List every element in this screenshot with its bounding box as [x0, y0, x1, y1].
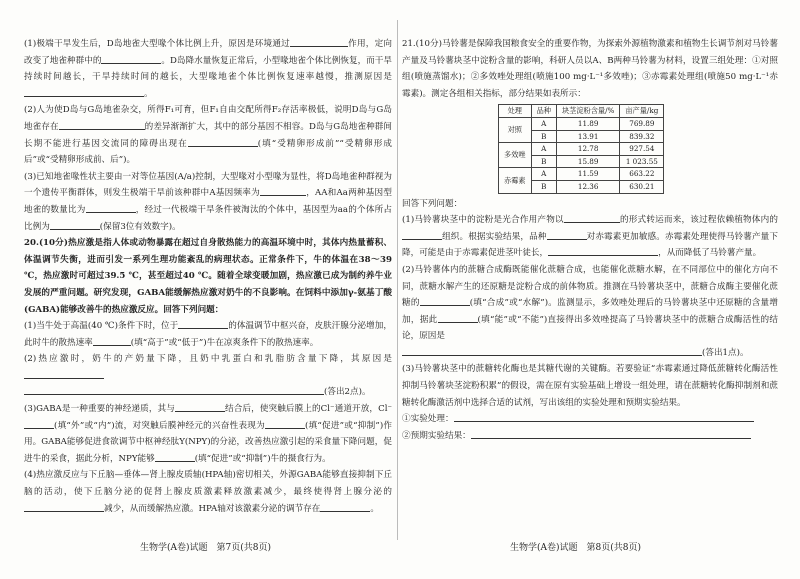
footer-right: 生物学(A卷)试题 第8页(共8页) — [510, 543, 641, 553]
table-header: 处理 — [499, 105, 532, 118]
table-cell: 769.89 — [620, 117, 664, 130]
q21-part3-item2: ②预期实验结果： — [402, 428, 778, 445]
answer-blank[interactable] — [155, 451, 195, 462]
q21-part3: (3)马铃薯块茎中的蔗糖转化酶也是其糖代谢的关键酶。若要验证“赤霉素通过降低蔗糖转化酶活性抑制马铃薯块茎淀粉积累”的假设，需在原有实验基础上增设一组处理，请在蔗糖转化酶抑制剂和蔗糖转化酶激活剂中选择合适的试剂，写出该组的实验处理和预期实验结果。 — [402, 364, 778, 408]
answer-blank[interactable] — [454, 411, 754, 422]
answer-blank[interactable] — [547, 229, 587, 240]
table-row — [499, 168, 664, 181]
answer-blank[interactable] — [320, 501, 370, 512]
left-column — [24, 36, 392, 517]
answer-blank[interactable] — [101, 53, 161, 64]
q21-part2: (2)马铃薯体内的蔗糖合成酶既能催化蔗糖合成，也能催化蔗糖水解，在不同部位中的催化方向不同，蔗糖水解产生的还原糖是淀粉合成的前体物质。推测在马铃薯块茎中，蔗糖合成酶主要催化蔗糖的 (填“合成”或“水解”)。监测显示，多效唑处理后的马铃薯块茎中还原糖的含量增加，据此 (填“能”或“不能”)直接得出多效唑提高了马铃薯块茎中的蔗糖合成酶活性的结论，原因是 — [402, 264, 778, 342]
answer-blank[interactable] — [548, 245, 658, 256]
table-cell: 839.32 — [620, 130, 664, 143]
q19-part2: (2)人为使D岛与G岛地雀杂交，所得F₁可育，但F₁自由交配所得F₂存活率极低，说明D岛与G岛地雀存在 的差异渐渐扩大，其中的部分基因不相容。D岛与G岛地雀种群间长期不能进行基因交流同的障碍出现在 (填“受精卵形成前”“受精卵形成后”或“受精卵形成前、后”)。 — [24, 105, 392, 166]
answer-blank[interactable] — [59, 119, 145, 130]
table-header-row — [499, 105, 664, 118]
table-row — [499, 143, 664, 156]
table-header: 亩产量/kg — [620, 105, 664, 118]
table-header: 品种 — [531, 105, 556, 118]
table-cell: 927.54 — [620, 143, 664, 156]
table-cell: B — [531, 180, 556, 193]
table-cell-group: 赤霉素 — [499, 168, 532, 193]
q21-part1: (1)马铃薯块茎中的淀粉是光合作用产物以 的形式转运而来，该过程依赖植物体内的组织。根据实验结果，品种 对赤霉素更加敏感。赤霉素处理使得马铃薯产量下降，可能是由于赤霉素促进茎叶徒长， ，从而降低了马铃薯产量。 — [402, 212, 778, 262]
answer-blank[interactable] — [438, 312, 478, 323]
answer-blank[interactable] — [86, 202, 136, 213]
footer-left: 生物学(A卷)试题 第7页(共8页) — [140, 543, 271, 553]
table-cell: A — [531, 117, 556, 130]
q21-part3-item1: ①实验处理： — [402, 411, 778, 428]
answer-blank[interactable] — [178, 318, 228, 329]
answer-blank[interactable] — [188, 136, 258, 147]
q20-part2: (2)热应激时，奶牛的产奶量下降，且奶中乳蛋白和乳脂肪含量下降，其原因是 — [24, 351, 392, 384]
q20-part3: (3)GABA是一种重要的神经递质，其与 结合后，使突触后膜上的Cl⁻通道开放，Cl⁻(填“外”或“内”)流，对突触后膜神经元的兴奋性表现为 (填“促进”或“抑制”)作用。GABA能够促进食欲调节中枢神经肽Y(NPY)的分泌，改善热应激引起的采食量下降问题，促进牛的采食，据此分析，NPY能够 (填“促进”或“抑制”)牛的摄食行为。 — [24, 401, 392, 467]
q19-part1: (1)极端干旱发生后，D岛地雀大型喙个体比例上升，原因是环境通过 作用，定向改变了地雀种群中的 。D岛降水量恢复正常后，小型喙地雀个体比例恢复，而干旱持续时间越长，干旱持续时间的越长，大型喙地雀个体比例恢复速率越慢，推测原因是。 — [24, 36, 392, 102]
q19-part3: (3)已知地雀喙性状主要由一对等位基因(A/a)控制，大型喙对小型喙为显性，将D岛地雀种群视为一个遗传平衡群体，则发生极端干旱前该种群中A基因频率为 ，AA和Aa两种基因型地雀的数量比为 ，经过一代极端干旱条件被淘汰的个体中，基因型为aa的个体所占比例为 (保留3位有效数字)。 — [24, 171, 392, 232]
answer-blank[interactable] — [175, 401, 225, 412]
answer-blank[interactable] — [402, 345, 702, 356]
q20-part1: (1)当牛处于高温(40 ℃)条件下时，位于 的体温调节中枢兴奋，皮肤汗腺分泌增加，此时牛的散热速率 (填“高于”或“低于”)牛在凉爽条件下的散热速率。 — [24, 318, 392, 351]
table-cell: 11.89 — [556, 117, 619, 130]
table-cell: A — [531, 168, 556, 181]
answer-blank[interactable] — [265, 418, 305, 429]
q20-part2-note: (答出2点)。 — [24, 384, 392, 401]
table-cell: B — [531, 155, 556, 168]
answer-blank[interactable] — [24, 418, 54, 429]
table-cell-group: 对照 — [499, 117, 532, 142]
table-header: 块茎淀粉含量/% — [556, 105, 619, 118]
answer-blank[interactable] — [93, 335, 131, 346]
q21-part2-note: (答出1点)。 — [402, 345, 778, 362]
q20-part4: (4)热应激反应与下丘脑—垂体—肾上腺皮质轴(HPA轴)密切相关，外源GABA能够直接抑制下丘脑的活动，使下丘脑分泌的促肾上腺皮质激素释放激素减少，最终使得肾上腺分泌的减少，从而缓解热应激。HPA轴对该激素分泌的调节存在 。 — [24, 470, 392, 514]
answer-blank[interactable] — [24, 368, 104, 379]
table-cell-group: 多效唑 — [499, 143, 532, 168]
answer-blank[interactable] — [420, 295, 470, 306]
answer-blank[interactable] — [564, 212, 620, 223]
answer-blank[interactable] — [290, 36, 348, 47]
column-divider — [397, 20, 398, 540]
results-table — [498, 104, 664, 193]
answer-blank[interactable] — [260, 185, 306, 196]
answer-blank[interactable] — [471, 428, 751, 439]
q21-prompt: 回答下列问题： — [402, 198, 463, 209]
q21-stem: 21.(10分)马铃薯是保障我国粮食安全的重要作物，为探索外源植物激素和植物生长调节剂对马铃薯产量及马铃薯块茎中淀粉含量的影响，科研人员以A、B两种马铃薯为材料，设置三组处理：①对照组(喷施蒸馏水)；②多效唑处理组(喷施100 mg·L⁻¹多效唑)；③赤霉素处理组(喷施50 mg·L⁻¹赤霉素)。测定各组相关指标，部分结果如表所示： — [402, 39, 778, 99]
table-cell: 13.91 — [556, 130, 619, 143]
table-cell: 12.36 — [556, 180, 619, 193]
table-cell: B — [531, 130, 556, 143]
table-cell: 1 023.55 — [620, 155, 664, 168]
table-cell: 11.59 — [556, 168, 619, 181]
answer-blank[interactable] — [402, 229, 442, 240]
right-column — [402, 36, 778, 444]
q20-stem: 20.(10分)热应激是指人体或动物暴露在超过自身散热能力的高温环境中时，其体内热量蓄积、体温调节失衡，进而引发一系列生理功能紊乱的病理状态。正常条件下，牛的体温在38～39 ℃，热应激时可超过39.5 ℃，甚至超过40 ℃。随着全球变暖加剧，热应激已成为制约养牛业发展的严重问题。研究发现，GABA能缓解热应激对奶牛的不良影响。在饲料中添加γ-氨基丁酸(GABA)能够改善牛的热应激反应。回答下列问题： — [24, 238, 392, 315]
table-cell: 15.89 — [556, 155, 619, 168]
table-cell: A — [531, 143, 556, 156]
answer-blank[interactable] — [24, 384, 324, 395]
answer-blank[interactable] — [50, 219, 100, 230]
table-cell: 630.21 — [620, 180, 664, 193]
table-row — [499, 117, 664, 130]
answer-blank[interactable] — [24, 86, 144, 97]
table-cell: 663.22 — [620, 168, 664, 181]
answer-blank[interactable] — [24, 501, 104, 512]
table-cell: 12.78 — [556, 143, 619, 156]
